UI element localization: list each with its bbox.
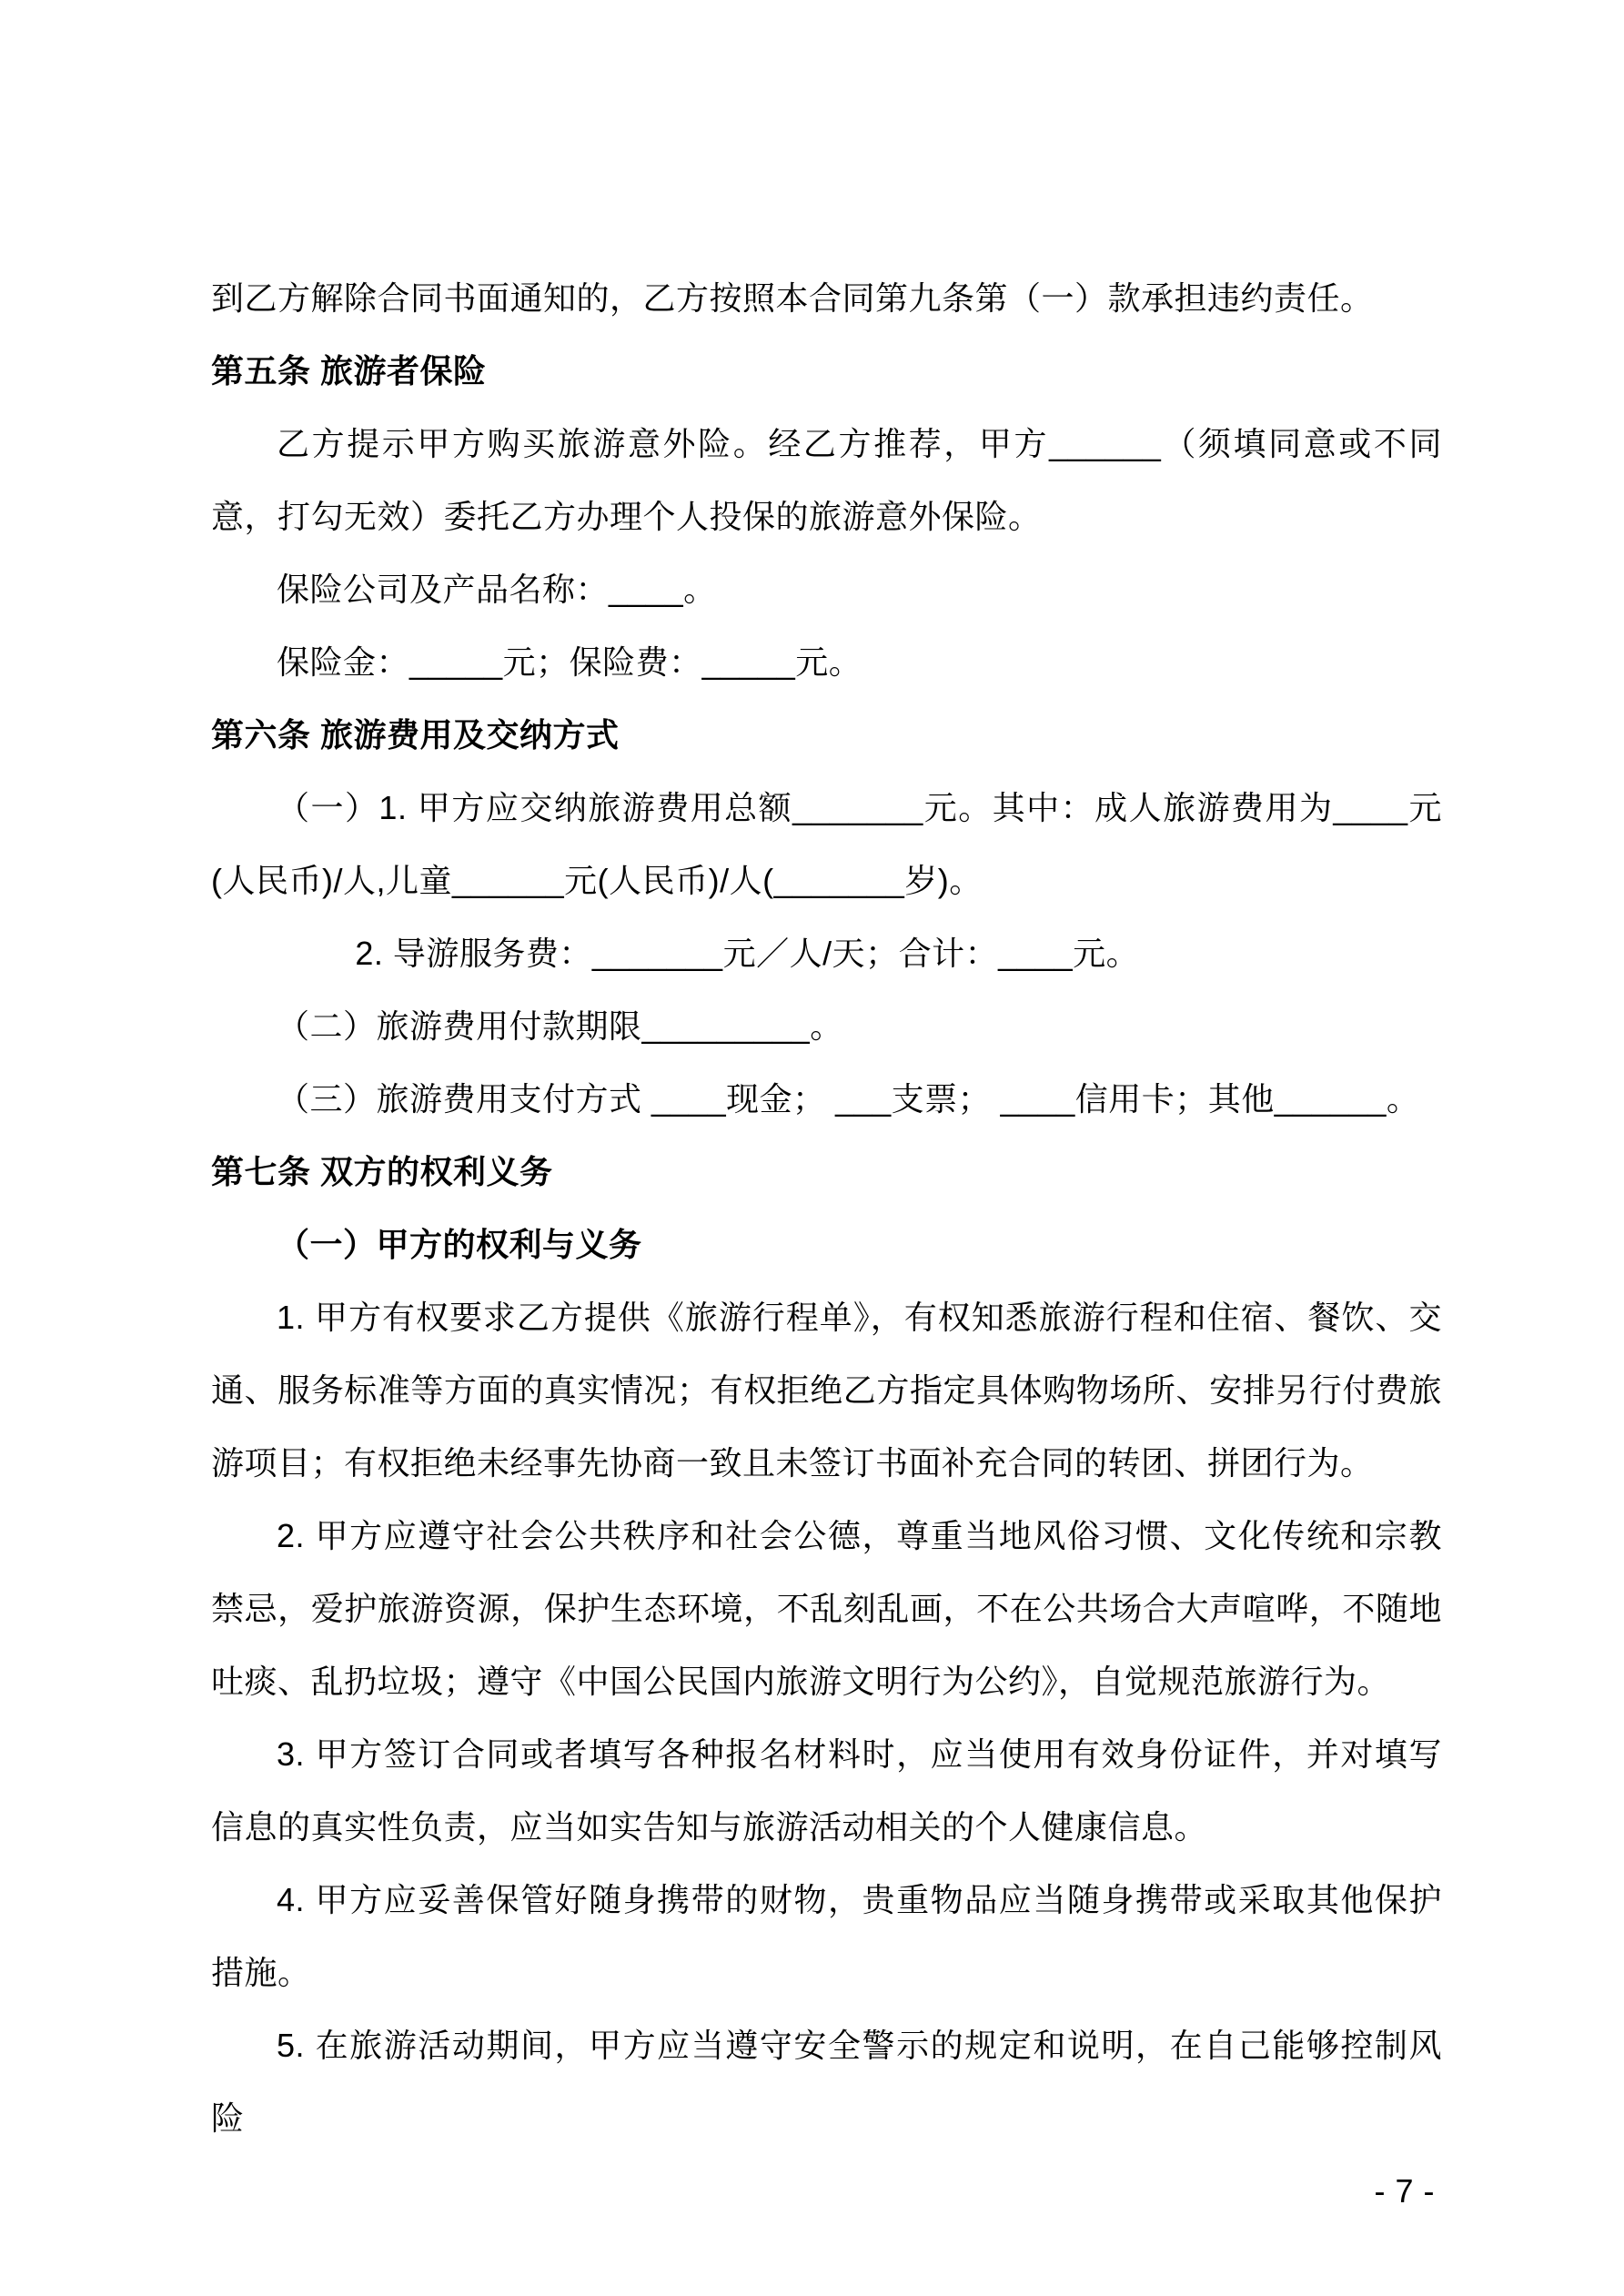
paragraph: （一）1. 甲方应交纳旅游费用总额_______元。其中：成人旅游费用为____元(人民币)/人,儿童______元(人民币)/人(_______岁)。 bbox=[211, 789, 1442, 899]
paragraph: 2. 导游服务费：_______元／人/天；合计：____元。 bbox=[355, 935, 1140, 972]
paragraph: 保险金：_____元；保险费：_____元。 bbox=[277, 643, 862, 681]
paragraph: 到乙方解除合同书面通知的，乙方按照本合同第九条第（一）款承担违约责任。 bbox=[211, 279, 1374, 317]
page-number: - 7 - bbox=[1374, 2172, 1435, 2210]
section-heading: 第六条 旅游费用及交纳方式 bbox=[211, 716, 620, 754]
paragraph: 2. 甲方应遵守社会公共秩序和社会公德，尊重当地风俗习惯、文化传统和宗教禁忌，爱护旅游资源，保护生态环境，不乱刻乱画，不在公共场合大声喧哗，不随地吐痰、乱扔垃圾；遵守《中国公民国内旅游文明行为公约》，自觉规范旅游行为。 bbox=[211, 1517, 1442, 1700]
paragraph: 保险公司及产品名称：____。 bbox=[277, 571, 717, 608]
section-heading: （一）甲方的权利与义务 bbox=[277, 1226, 642, 1263]
paragraph: （三）旅游费用支付方式 ____现金； ___支票； ____信用卡；其他______。 bbox=[277, 1080, 1420, 1118]
document-body bbox=[211, 262, 1442, 2228]
paragraph: （二）旅游费用付款期限_________。 bbox=[277, 1007, 843, 1045]
paragraph: 3. 甲方签订合同或者填写各种报名材料时，应当使用有效身份证件，并对填写信息的真实性负责，应当如实告知与旅游活动相关的个人健康信息。 bbox=[211, 1735, 1442, 1846]
paragraph: 乙方提示甲方购买旅游意外险。经乙方推荐，甲方______（须填同意或不同意，打勾无效）委托乙方办理个人投保的旅游意外保险。 bbox=[211, 425, 1442, 535]
section-heading: 第七条 双方的权利义务 bbox=[211, 1153, 553, 1190]
paragraph: 5. 在旅游活动期间，甲方应当遵守安全警示的规定和说明，在自己能够控制风险 bbox=[211, 2027, 1442, 2137]
paragraph: 4. 甲方应妥善保管好随身携带的财物，贵重物品应当随身携带或采取其他保护措施。 bbox=[211, 1881, 1442, 1991]
section-heading: 第五条 旅游者保险 bbox=[211, 352, 487, 389]
paragraph: 1. 甲方有权要求乙方提供《旅游行程单》，有权知悉旅游行程和住宿、餐饮、交通、服务标准等方面的真实情况；有权拒绝乙方指定具体购物场所、安排另行付费旅游项目；有权拒绝未经事先协商一致且未签订书面补充合同的转团、拼团行为。 bbox=[211, 1299, 1442, 1482]
